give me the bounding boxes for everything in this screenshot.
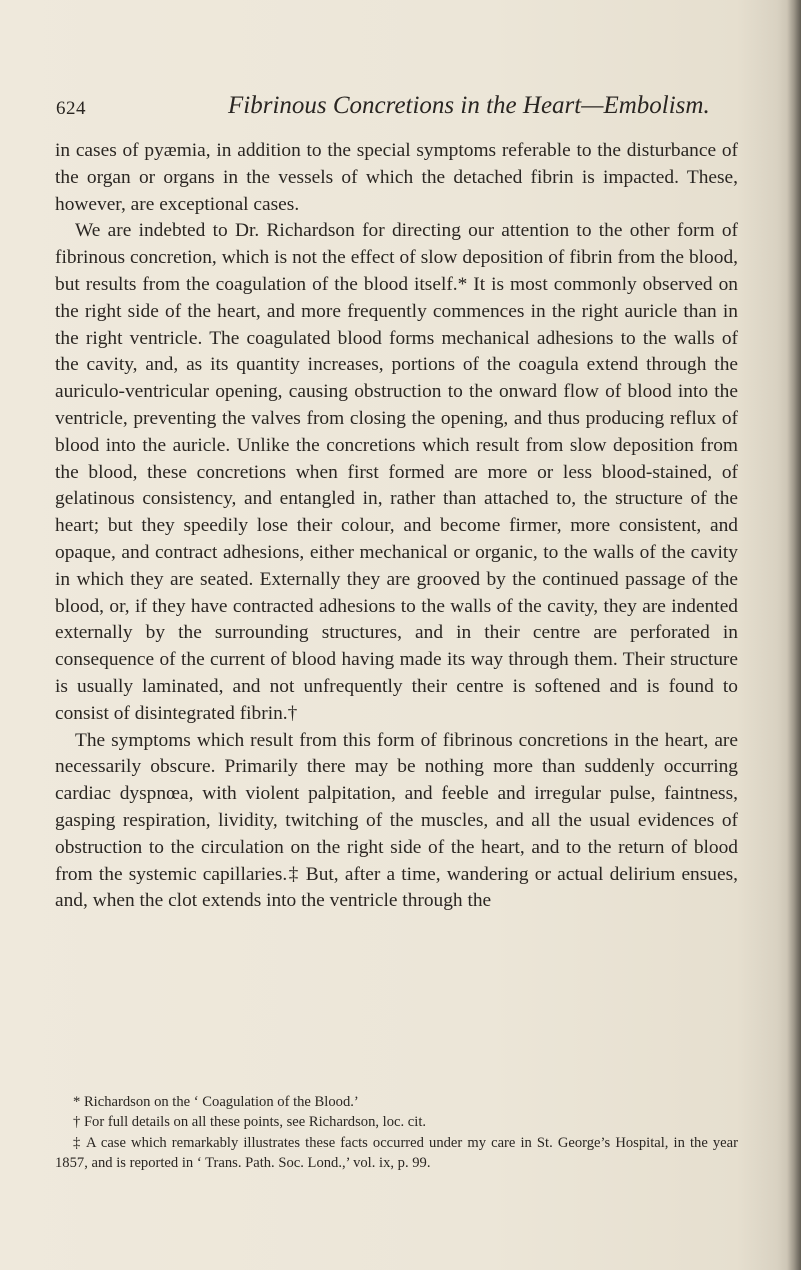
paragraph-2: We are indebted to Dr. Richardson for directing our attention to the other form of fibrinous concretion, which is not the effect of slow deposition of fibrin from the blood, but results from the coagulation of the blood itself.* It is most commonly observed on the right side of the heart, and more frequently commences in the right auricle than in the right ventricle. The coagulated blood forms mechanical adhesions to the walls of the cavity, and, as its quantity increases, portions of the coagula extend through the auriculo-ventricular opening, causing obstruction to the onward flow of blood into the ventricle, preventing the valves from closing the opening, and thus producing reflux of blood into the auricle. Unlike the concretions which result from slow deposition from the blood, these concretions when first formed are more or less blood-stained, of gelatinous consistency, and entangled in, rather than attached to, the structure of the heart; but they speedily lose their colour, and become firmer, more consistent, and opaque, and contract adhesions, either mechanical or organic, to the walls of the cavity in which they are seated. Externally they are grooved by the continued passage of the blood, or, if they have contracted adhesions to the walls of the cavity, they are indented externally by the surrounding structures, and in their centre are perforated in consequence of the current of blood having made its way through them. Their structure is usually laminated, and not unfrequently their centre is softened and is found to consist of disintegrated fibrin.† (55, 220, 738, 724)
page-edge-shadow (787, 0, 801, 1270)
paragraph-3: The symptoms which result from this form of fibrinous concretions in the heart, are necessarily obscure. Primarily there may be nothing more than suddenly occurring cardiac dyspnœa, with violent palpitation, and feeble and irregular pulse, faintness, gasping respiration, lividity, twitching of the muscles, and all the usual evidences of obstruction to the circulation on the right side of the heart, and to the return of blood from the systemic capillaries.‡ But, after a time, wandering or actual delirium ensues, and, when the clot extends into the ventricle through the (55, 729, 738, 912)
footnote-3: ‡ A case which remarkably illustrates these facts occurred under my care in St. George’s Hospital, in the year 1857, and is reported in ‘ Trans. Path. Soc. Lond.,’ vol. ix, p. 99. (55, 1134, 738, 1172)
footnote-2: † For full details on all these points, see Richardson, loc. cit. (73, 1114, 427, 1131)
footnotes (55, 1092, 738, 1174)
footnote-1: * Richardson on the ‘ Coagulation of the Blood.’ (73, 1094, 359, 1110)
running-title: Fibrinous Concretions in the Heart—Embolism. (228, 92, 710, 119)
page-header (56, 90, 736, 126)
paragraph-1: in cases of pyæmia, in addition to the special symptoms referable to the disturbance of the organ or organs in the vessels of which the detached fibrin is impacted. These, however, are exceptional cases. (55, 140, 738, 215)
body-text (55, 138, 738, 915)
page-number: 624 (56, 98, 86, 119)
